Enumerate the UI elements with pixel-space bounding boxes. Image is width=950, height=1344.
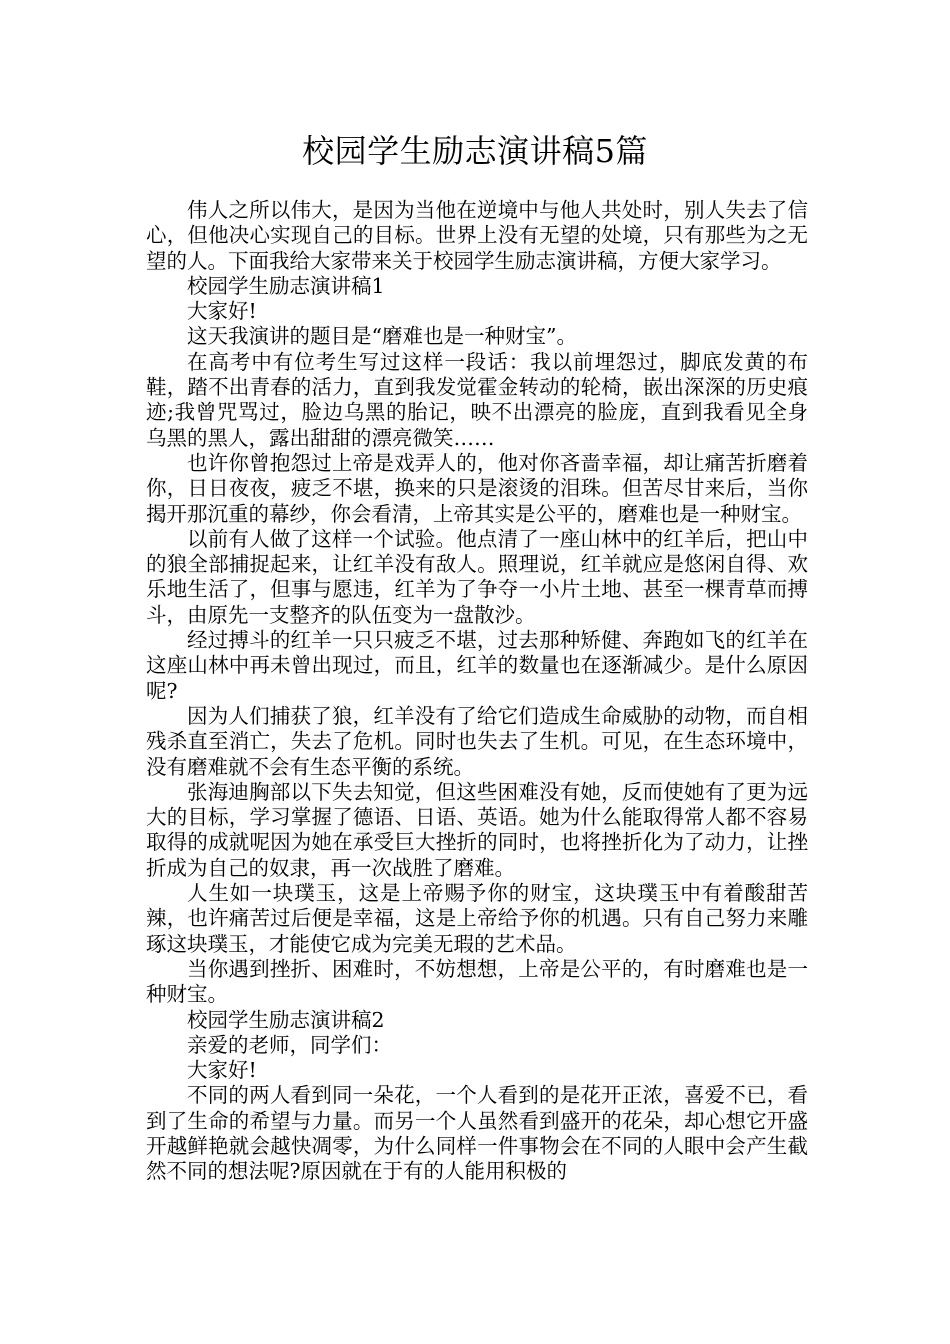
intro-paragraph: 伟人之所以伟大，是因为当他在逆境中与他人共处时，别人失去了信心，但他决心实现自己的目标。世界上没有无望的处境，只有那些为之无望的人。下面我给大家带来关于校园学生励志演讲稿，方便大家学习。 — [146, 198, 808, 273]
paragraph: 因为人们捕获了狼，红羊没有了给它们造成生命威胁的动物，而自相残杀直至消亡，失去了危机。同时也失去了生机。可见，在生态环境中，没有磨难就不会有生态平衡的系统。 — [146, 703, 808, 779]
paragraph: 以前有人做了这样一个试验。他点清了一座山林中的红羊后，把山中的狼全部捕捉起来，让红羊没有敌人。照理说，红羊就应是悠闲自得、欢乐地生活了，但事与愿违，红羊为了争夺一小片土地、甚至一棵青草而搏斗，由原先一支整齐的队伍变为一盘散沙。 — [146, 526, 808, 627]
greeting: 大家好! — [187, 299, 257, 324]
document-body — [146, 198, 808, 1185]
salutation: 亲爱的老师，同学们： — [187, 1032, 392, 1057]
paragraph: 张海迪胸部以下失去知觉，但这些困难没有她，反而使她有了更为远大的目标，学习掌握了德语、日语、英语。她为什么能取得常人都不容易取得的成就呢因为她在承受巨大挫折的同时，也将挫折化为了动力，让挫折成为自己的奴隶，再一次战胜了磨难。 — [146, 779, 808, 880]
section-heading-1: 校园学生励志演讲稿1 — [187, 273, 385, 298]
paragraph: 当你遇到挫折、困难时，不妨想想，上帝是公平的，有时磨难也是一种财宝。 — [146, 956, 808, 1007]
paragraph: 经过搏斗的红羊一只只疲乏不堪，过去那种矫健、奔跑如飞的红羊在这座山林中再未曾出现过，而且，红羊的数量也在逐渐减少。是什么原因呢? — [146, 628, 808, 703]
speech-topic: 这天我演讲的题目是“磨难也是一种财宝”。 — [187, 324, 577, 349]
greeting: 大家好! — [187, 1058, 257, 1083]
section-heading-2: 校园学生励志演讲稿2 — [187, 1007, 385, 1032]
document-title: 校园学生励志演讲稿5篇 — [302, 132, 648, 170]
paragraph: 在高考中有位考生写过这样一段话：我以前埋怨过，脚底发黄的布鞋，踏不出青春的活力，直到我发觉霍金转动的轮椅，嵌出深深的历史痕迹;我曾咒骂过，脸边乌黑的胎记，映不出漂亮的脸庞，直到我看见全身乌黑的黑人，露出甜甜的漂亮微笑…… — [146, 349, 808, 450]
paragraph: 也许你曾抱怨过上帝是戏弄人的，他对你吝啬幸福，却让痛苦折磨着你，日日夜夜，疲乏不堪，换来的只是滚烫的泪珠。但苦尽甘来后，当你揭开那沉重的幕纱，你会看清，上帝其实是公平的，磨难也是一种财宝。 — [146, 450, 808, 526]
paragraph: 不同的两人看到同一朵花，一个人看到的是花开正浓，喜爱不已，看到了生命的希望与力量。而另一个人虽然看到盛开的花朵，却心想它开盛开越鲜艳就会越快凋零，为什么同样一件事物会在不同的人眼中会产生截然不同的想法呢?原因就在于有的人能用积极的 — [146, 1083, 808, 1184]
paragraph: 人生如一块璞玉，这是上帝赐予你的财宝，这块璞玉中有着酸甜苦辣，也许痛苦过后便是幸福，这是上帝给予你的机遇。只有自己努力来雕琢这块璞玉，才能使它成为完美无瑕的艺术品。 — [146, 881, 808, 956]
